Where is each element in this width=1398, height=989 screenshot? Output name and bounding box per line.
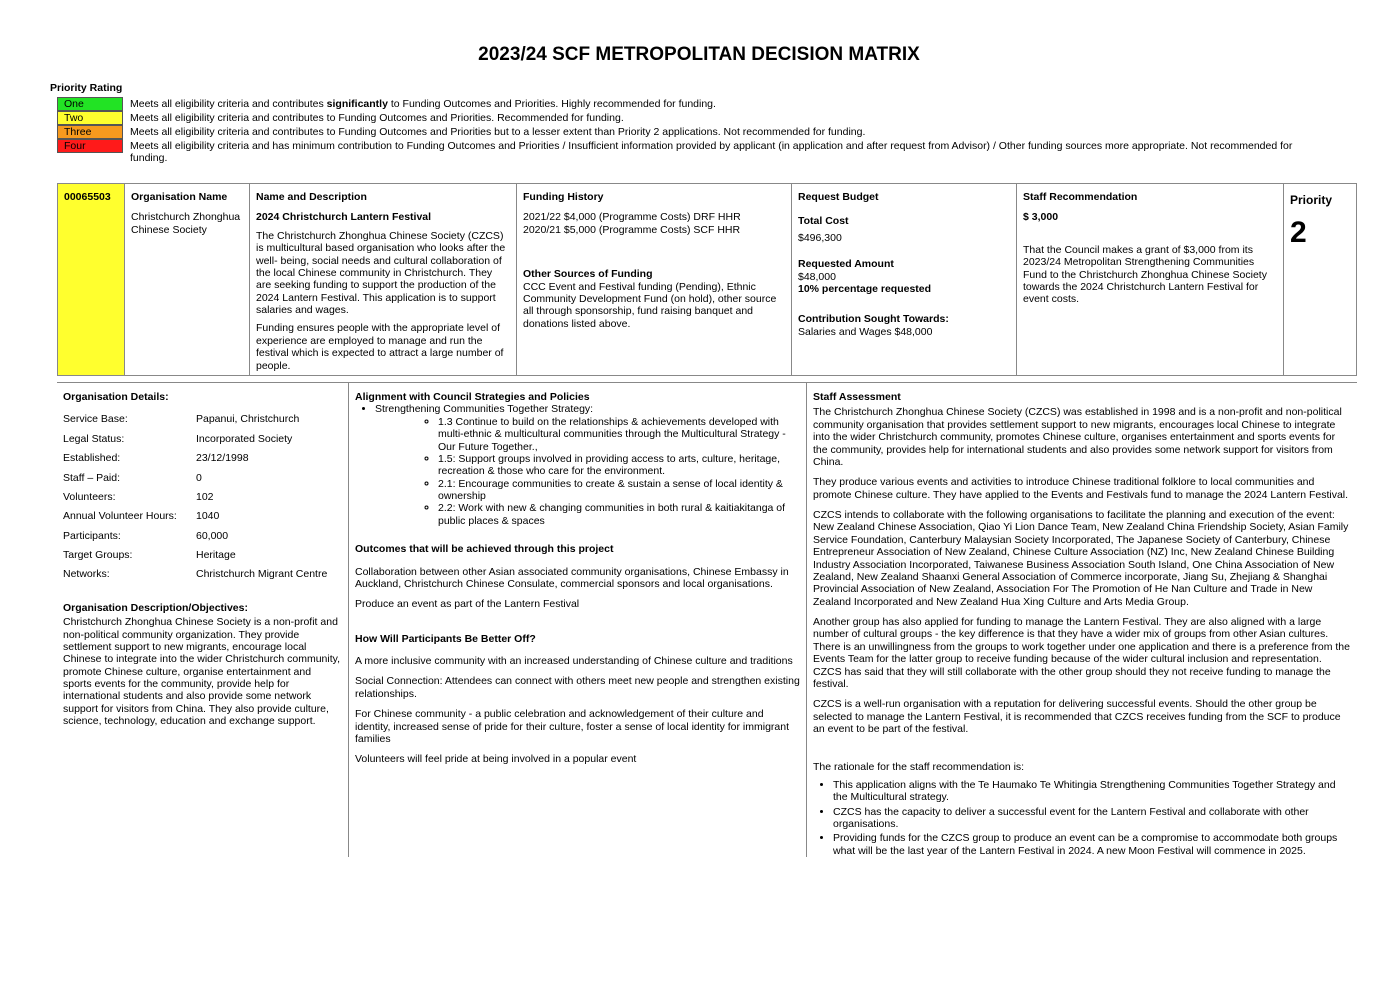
- strategy-list: [355, 403, 800, 527]
- request-budget-cell: [792, 184, 1017, 375]
- detail-row: [63, 413, 342, 425]
- priority-row-two: [57, 111, 1313, 125]
- priority-row-one: [57, 97, 1313, 111]
- funding-history-item: 2020/21 $5,000 (Programme Costs) SCF HHR: [523, 223, 741, 236]
- rationale-item: • CZCS has the capacity to deliver a successful event for the Lantern Festival and collaborate with other organisations.: [833, 806, 1351, 831]
- detail-value: Incorporated Society: [196, 432, 293, 445]
- organisation-description: Christchurch Zhonghua Chinese Society is a non-profit and non-political community organization. They provide settlement support to new migrants, encourage local Chinese to integrate into the wider Christchurch community, promote Chinese culture, organise entertainment and sports events for the community, provide help for international students and also provide some network support for visitors from China. They also provide culture, science, technology, education and exchange support.: [63, 616, 341, 728]
- better-off-item: Social Connection: Attendees can connect with others meet new people and strengthen existing relationships.: [355, 675, 800, 700]
- recommendation-text: That the Council makes a grant of $3,000 from its 2023/24 Metropolitan Strengthening Communities Fund to the Christchurch Zhonghua Chinese Society towards the 2024 Christchurch Lantern Festival for event costs.: [1023, 243, 1267, 306]
- detail-row: [63, 433, 342, 445]
- better-off-header: How Will Participants Be Better Off?: [355, 632, 536, 645]
- requested-amount-label: Requested Amount: [798, 258, 894, 271]
- strategy-goals: [375, 416, 800, 527]
- name-description-cell: [250, 184, 517, 375]
- staff-assessment-header: Staff Assessment: [813, 391, 901, 403]
- assessment-paragraph: CZCS is a well-run organisation with a reputation for delivering successful events. Should the other group be selected to manage the Lantern Festival, it is recommended that CZCS receives funding from the SCF to produce an event to be part of the festival.: [813, 698, 1341, 735]
- detail-value: 102: [196, 490, 214, 503]
- organisation-name: Christchurch Zhonghua Chinese Society: [131, 211, 241, 236]
- requested-amount-value: $48,000: [798, 270, 836, 283]
- assessment-paragraph: They produce various events and activities to introduce Chinese traditional folklore to local communities and promote Chinese culture. They have applied to the Events and Festivals fund to manage the 2024 Lantern Festival.: [813, 476, 1349, 501]
- name-description-header: Name and Description: [256, 191, 367, 203]
- detail-row: [63, 549, 342, 561]
- organisation-details-header: Organisation Details:: [63, 391, 169, 403]
- priority-row-three: [57, 125, 1313, 139]
- detail-label: Networks:: [63, 568, 110, 581]
- rationale-item: • This application aligns with the Te Haumako Te Whitingia Strengthening Communities Together Strategy and the Multicultural strategy.: [833, 779, 1351, 804]
- project-description-2: Funding ensures people with the appropriate level of experience are employed to manage and run the festival which is expected to attract a large number of people.: [256, 322, 504, 372]
- detail-row: [63, 452, 342, 464]
- staff-assessment-column: [807, 383, 1357, 857]
- project-description: The Christchurch Zhonghua Chinese Society (CZCS) is multicultural based organisation who looks after the well- being, social needs and cultural collaboration of the local Chinese community in Christchurch. They are seeking funding to support the production of the 2024 Lantern Festival. This application is to support salaries and wages.: [256, 229, 506, 316]
- staff-recommendation-header: Staff Recommendation: [1023, 191, 1138, 203]
- detail-row: [63, 491, 342, 503]
- detail-label: Legal Status:: [63, 432, 125, 445]
- strategy-goal: ◦ 2.2: Work with new & changing communities in both rural & kaitiakitanga of public places & spaces: [438, 502, 800, 527]
- project-name: 2024 Christchurch Lantern Festival: [256, 211, 432, 224]
- better-off-item: For Chinese community - a public celebration and acknowledgement of their culture and identity, increased sense of pride for their culture, foster a sense of local identity for immigrant families: [355, 708, 790, 745]
- detail-value: Christchurch Migrant Centre: [196, 568, 328, 581]
- detail-label: Service Base:: [63, 413, 128, 426]
- strategy-goal: ◦ 2.1: Encourage communities to create & sustain a sense of local identity & ownership: [438, 478, 800, 503]
- organisation-description-header: Organisation Description/Objectives:: [63, 601, 248, 614]
- strategy-name: Strengthening Communities Together Strategy:: [375, 403, 594, 416]
- priority-header: Priority: [1290, 193, 1333, 207]
- percentage-requested: 10% percentage requested: [798, 282, 932, 295]
- detail-value: 0: [196, 471, 202, 484]
- better-off-item: A more inclusive community with an increased understanding of Chinese culture and traditions: [355, 655, 793, 667]
- priority-row-four: [57, 139, 1313, 164]
- assessment-section: [57, 382, 1357, 857]
- assessment-paragraph: Another group has also applied for funding to manage the Lantern Festival. They are also aligned with a large number of cultural groups - the key difference is that they have a wider mix of groups from other Asian cultures. There is an unwillingness from the groups to work together under one application and there is a preference from the Events Team for the latter group to receive funding because of the wider cultural inclusion and representation. CZCS has said that they will still collaborate with the other group should they not receive funding to manage the festival.: [813, 616, 1350, 690]
- priority-desc-four: Meets all eligibility criteria and has minimum contribution to Funding Outcomes and Priorities / Insufficient information provided by applicant (in application and after request from Advisor) / Other funding sources more appropriate. Not recommended for funding.: [130, 140, 1293, 164]
- contribution-value: Salaries and Wages $48,000: [798, 325, 933, 338]
- priority-desc-three: Meets all eligibility criteria and contributes to Funding Outcomes and Priorities but to a lesser extent than Priority 2 applications. Not recommended for funding.: [130, 126, 866, 138]
- contribution-label: Contribution Sought Towards:: [798, 313, 949, 326]
- strategy-item: [375, 403, 800, 527]
- rationale-item: • Providing funds for the CZCS group to produce an event can be a compromise to accommodate both groups what will be the last year of the Lantern Festival in 2024. A new Moon Festival will commence in 2025.: [833, 832, 1351, 857]
- priority-value: 2: [1290, 216, 1307, 250]
- detail-label: Established:: [63, 452, 121, 465]
- rationale-list: [813, 779, 1351, 857]
- funding-history-item: 2021/22 $4,000 (Programme Costs) DRF HHR: [523, 211, 741, 224]
- outcome-item: Collaboration between other Asian associated community organisations, Chinese Embassy in Auckland, Christchurch Chinese Consulate, commercial sponsors and local organisations.: [355, 565, 789, 590]
- page-title: 2023/24 SCF METROPOLITAN DECISION MATRIX: [478, 44, 920, 65]
- strategy-goal: ◦ 1.3 Continue to build on the relationships & achievements developed with multi-ethnic & multicultural communities through the Multicultural Strategy - Our Future Together.,: [438, 416, 800, 453]
- detail-row: [63, 568, 342, 580]
- priority-rating-heading: Priority Rating: [50, 82, 123, 94]
- priority-chip-one: One: [57, 97, 123, 111]
- total-cost-value: $496,300: [798, 231, 842, 244]
- request-budget-header: Request Budget: [798, 191, 879, 203]
- outcome-item: Produce an event as part of the Lantern Festival: [355, 598, 580, 611]
- detail-label: Staff – Paid:: [63, 471, 121, 484]
- priority-rating-legend: [57, 97, 1313, 164]
- priority-chip-three: Three: [57, 125, 123, 139]
- priority-cell: [1284, 184, 1356, 375]
- detail-label: Target Groups:: [63, 549, 133, 561]
- organisation-details-column: [57, 383, 349, 857]
- alignment-header: Alignment with Council Strategies and Policies: [355, 391, 590, 403]
- organisation-name-header: Organisation Name: [131, 191, 228, 203]
- other-funding-header: Other Sources of Funding: [523, 268, 653, 281]
- detail-row: [63, 530, 342, 542]
- detail-label: Volunteers:: [63, 490, 116, 503]
- funding-history-header: Funding History: [523, 191, 604, 203]
- recommended-amount: $ 3,000: [1023, 211, 1059, 224]
- organisation-name-cell: [125, 184, 250, 375]
- detail-value: 23/12/1998: [196, 452, 249, 465]
- alignment-column: [349, 383, 807, 857]
- outcomes-header: Outcomes that will be achieved through this project: [355, 543, 614, 556]
- other-funding-text: CCC Event and Festival funding (Pending), Ethnic Community Development Fund (on hold), other source all through sponsorship, fund raising banquet and donations listed above.: [523, 280, 777, 330]
- priority-desc-one: Meets all eligibility criteria and contributes significantly to Funding Outcomes and Priorities. Highly recommended for funding.: [130, 98, 716, 110]
- assessment-paragraph: CZCS intends to collaborate with the following organisations to facilitate the planning and execution of the event: New Zealand Chinese Association, Qiao Yi Lion Dance Team, New Zealand China Friendship Society, Asian Family Service Foundation, Canterbury Malaysian Society Incorporated, The Japanese Society of Canterbury, Chinese Entrepreneur Association of New Zealand, Chinese Culture Association (NZ) Inc, New Zealand Chinese Building Industry Association Incorporated, Taiwanese Business Association South Island, One China Association of New Zealand, New Zealand Shaanxi General Association of Commerce incorporate, Jiang Su, Zhejiang & Shanghai Provincial Association of New Zealand, Association For The Promotion of He Nan Culture and Trade in New Zealand Incorporated and New Zealand Hua Xing Culture and Arts Media Group.: [813, 509, 1349, 608]
- priority-chip-four: Four: [57, 139, 123, 153]
- detail-label: Participants:: [63, 529, 121, 542]
- total-cost-label: Total Cost: [798, 215, 849, 228]
- application-id: 00065503: [58, 184, 125, 375]
- priority-chip-two: Two: [57, 111, 123, 125]
- staff-recommendation-cell: [1017, 184, 1284, 375]
- detail-value: 60,000: [196, 529, 229, 542]
- detail-value: Heritage: [196, 549, 236, 561]
- better-off-item: Volunteers will feel pride at being involved in a popular event: [355, 753, 637, 766]
- detail-row: [63, 510, 342, 522]
- strategy-goal: ◦ 1.5: Support groups involved in providing access to arts, culture, heritage, recreation & those who care for the environment.: [438, 453, 800, 478]
- priority-desc-two: Meets all eligibility criteria and contributes to Funding Outcomes and Priorities. Recommended for funding.: [130, 112, 624, 124]
- detail-value: 1040: [196, 510, 220, 523]
- rationale-intro: The rationale for the staff recommendation is:: [813, 761, 1025, 774]
- detail-row: [63, 472, 342, 484]
- detail-label: Annual Volunteer Hours:: [63, 510, 177, 523]
- funding-history-cell: [517, 184, 792, 375]
- detail-value: Papanui, Christchurch: [196, 413, 300, 426]
- assessment-paragraph: The Christchurch Zhonghua Chinese Society (CZCS) was established in 1998 and is a non-profit and non-political community organisation that provides settlement support to new migrants, encourages local Chinese to integrate into the wider Christchurch community, promotes Chinese culture, organises entertainment and sports events for the community, provides help for international students and also provides some network support for visitors from China.: [813, 406, 1342, 468]
- decision-matrix-row: [57, 183, 1357, 376]
